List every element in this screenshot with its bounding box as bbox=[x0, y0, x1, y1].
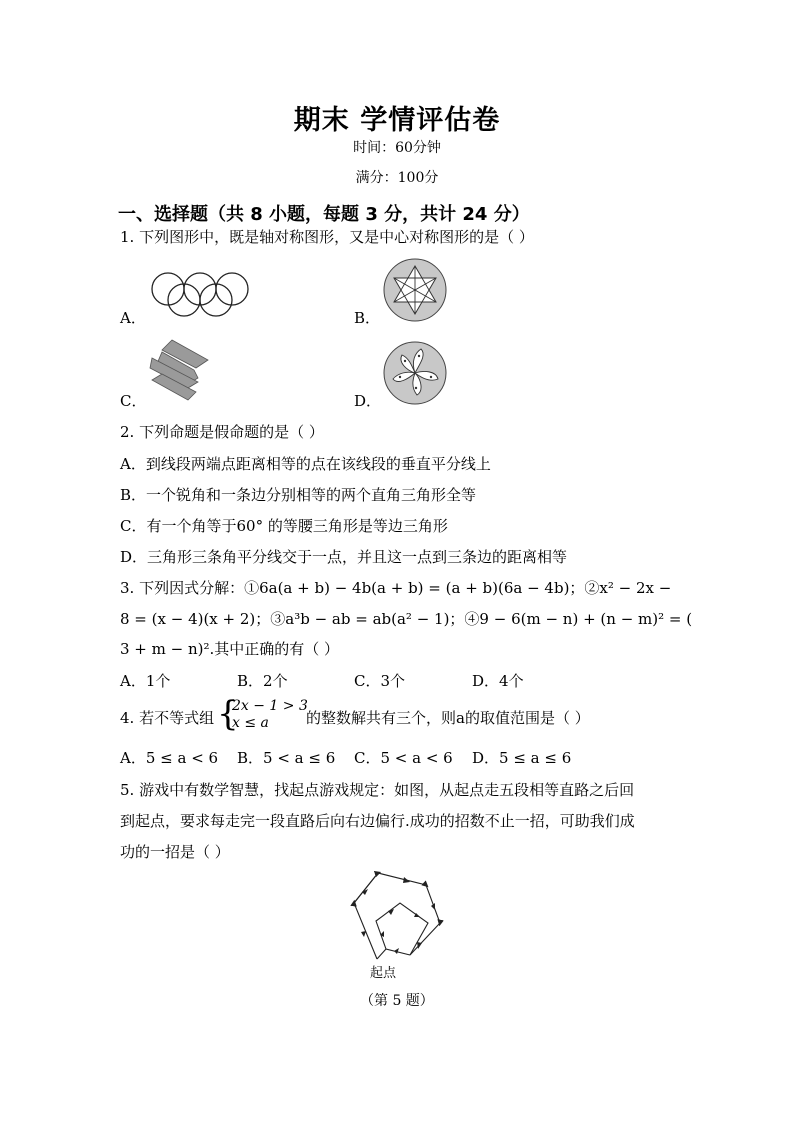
star-circle-figure bbox=[382, 257, 448, 323]
question-4-prefix: 4. 若不等式组 bbox=[120, 709, 215, 727]
question-5-line-3: 功的一招是（ ） bbox=[120, 843, 230, 861]
q3-option-b: B．2个 bbox=[237, 672, 288, 690]
q4-option-d: D．5 ≤ a ≤ 6 bbox=[472, 749, 572, 767]
question-5-line-2: 到起点，要求每走完一段直路后向右边偏行.成功的招数不止一招，可助我们成 bbox=[120, 812, 635, 830]
figure-caption: （第 5 题） bbox=[360, 993, 434, 1009]
question-3-line-2: 8 = (x − 4)(x + 2)；③a³b − ab = ab(a² − 1)；④9 − 6(m − n) + (n − m)² = ( bbox=[120, 610, 693, 628]
question-4-suffix: 的整数解共有三个，则a的取值范围是（ ） bbox=[306, 709, 590, 727]
q4-option-b: B．5 < a ≤ 6 bbox=[237, 749, 336, 767]
q4-option-c: C．5 < a < 6 bbox=[354, 749, 453, 767]
q1-option-b-label: B． bbox=[354, 309, 381, 327]
q2-option-a: A．到线段两端点距离相等的点在该线段的垂直平分线上 bbox=[120, 455, 491, 473]
section-title: 一、选择题（共 8 小题，每题 3 分，共计 24 分） bbox=[118, 204, 530, 225]
inequality-line-1: 2x − 1 > 3 bbox=[232, 698, 308, 714]
exam-full-score: 满分：100分 bbox=[355, 170, 439, 186]
bauhinia-flower-figure bbox=[382, 340, 448, 406]
question-5-line-1: 5. 游戏中有数学智慧，找起点游戏规定：如图，从起点走五段相等直路之后回 bbox=[120, 781, 635, 799]
q4-option-a: A．5 ≤ a < 6 bbox=[120, 749, 219, 767]
q3-option-d: D．4个 bbox=[472, 672, 524, 690]
q1-option-c-label: C． bbox=[120, 392, 147, 410]
pentagon-path-figure bbox=[340, 865, 450, 965]
q2-option-b: B．一个锐角和一条边分别相等的两个直角三角形全等 bbox=[120, 486, 477, 504]
s-logo-figure bbox=[148, 338, 212, 402]
start-point-label: 起点 bbox=[370, 966, 397, 981]
exam-time: 时间：60分钟 bbox=[353, 140, 441, 156]
q2-option-d: D．三角形三条角平分线交于一点，并且这一点到三条边的距离相等 bbox=[120, 548, 568, 566]
q2-option-c: C．有一个角等于60° 的等腰三角形是等边三角形 bbox=[120, 517, 448, 535]
question-3-line-1: 3. 下列因式分解：①6a(a + b) − 4b(a + b) = (a + b)(6a − 4b)；②x² − 2x − bbox=[120, 579, 672, 597]
question-2-stem: 2. 下列命题是假命题的是（ ） bbox=[120, 423, 324, 441]
exam-title: 期末 学情评估卷 bbox=[293, 105, 501, 136]
question-3-line-3: 3 + m − n)².其中正确的有（ ） bbox=[120, 640, 340, 658]
inequality-brace: { bbox=[217, 694, 239, 734]
question-1-stem: 1. 下列图形中，既是轴对称图形，又是中心对称图形的是（ ） bbox=[120, 228, 534, 246]
q3-option-a: A．1个 bbox=[120, 672, 171, 690]
olympic-rings-figure bbox=[148, 272, 252, 318]
q3-option-c: C．3个 bbox=[354, 672, 406, 690]
inequality-line-2: x ≤ a bbox=[232, 715, 269, 731]
q1-option-d-label: D． bbox=[354, 392, 382, 410]
q1-option-a-label: A． bbox=[120, 309, 146, 327]
